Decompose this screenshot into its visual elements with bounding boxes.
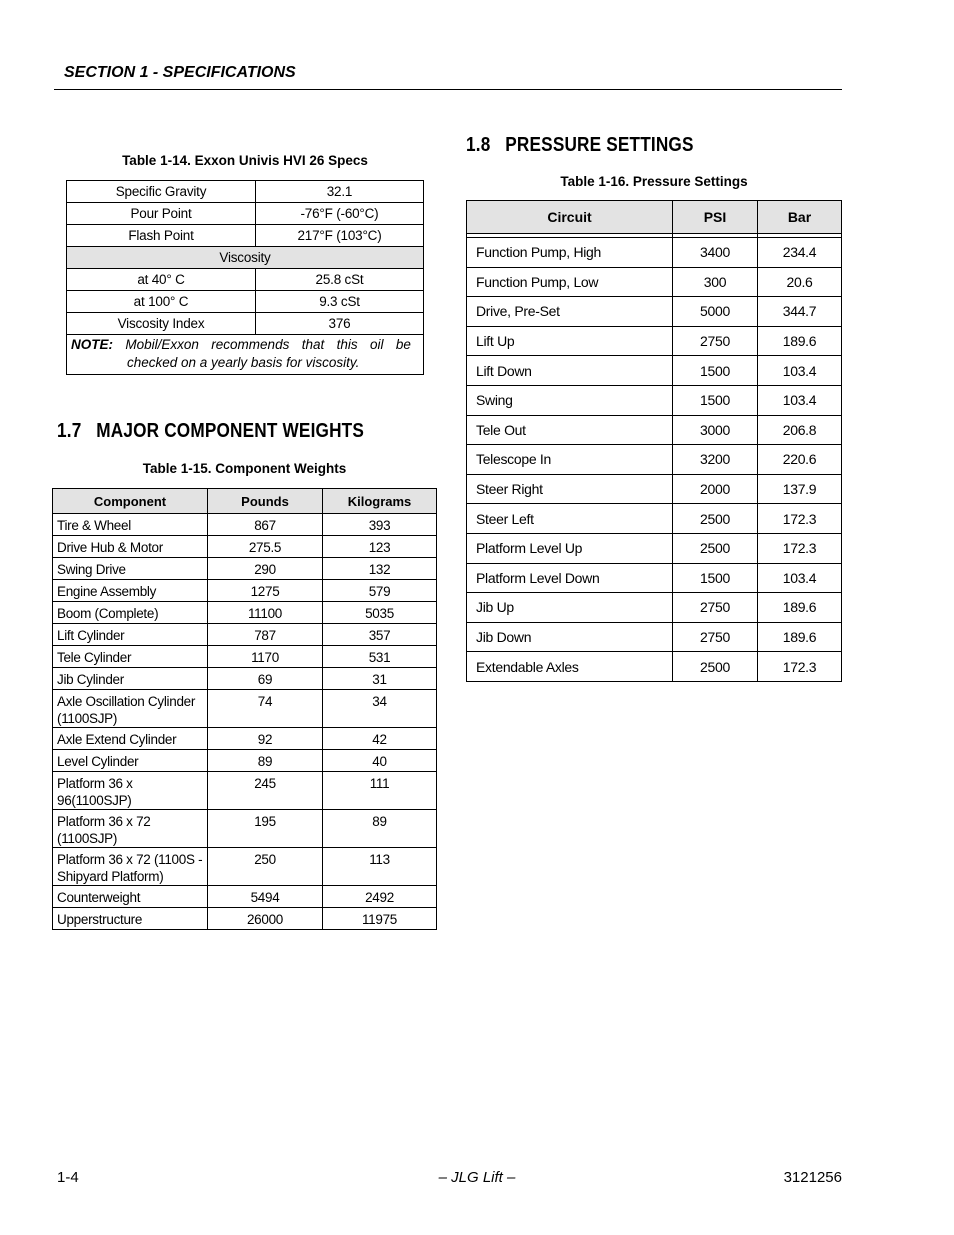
section-title: MAJOR COMPONENT WEIGHTS <box>96 420 364 442</box>
table-row <box>53 848 437 886</box>
weight-kilograms: 11975 <box>323 908 437 930</box>
note-cell <box>67 335 424 375</box>
spec-label: Pour Point <box>67 203 256 225</box>
note-line <box>71 336 411 354</box>
table-row <box>53 646 437 668</box>
weight-pounds: 275.5 <box>208 536 323 558</box>
spec-label: at 100° C <box>67 291 256 313</box>
table-14-caption: Table 1-14. Exxon Univis HVI 26 Specs <box>122 153 368 168</box>
section-heading-pressure <box>466 134 694 157</box>
weight-pounds: 5494 <box>208 886 323 908</box>
column-header: Component <box>53 489 208 514</box>
note-word: recommends <box>211 337 290 352</box>
component-name: Drive Hub & Motor <box>53 536 208 558</box>
spec-value: 376 <box>256 313 424 335</box>
table-row <box>467 474 842 504</box>
spec-value: 25.8 cSt <box>256 269 424 291</box>
pressure-bar: 172.3 <box>758 652 842 682</box>
weight-kilograms: 111 <box>323 772 437 810</box>
table-row <box>53 728 437 750</box>
table-row <box>67 203 424 225</box>
component-name: Platform 36 x 96(1100SJP) <box>53 772 208 810</box>
table-row <box>67 313 424 335</box>
weight-pounds: 867 <box>208 514 323 536</box>
component-name: Swing Drive <box>53 558 208 580</box>
pressure-psi: 2000 <box>673 474 758 504</box>
component-name: Axle Oscillation Cylinder (1100SJP) <box>53 690 208 728</box>
component-name: Platform 36 x 72 (1100S - Shipyard Platform) <box>53 848 208 886</box>
circuit-name: Platform Level Down <box>467 563 673 593</box>
table-row <box>467 504 842 534</box>
column-header: Circuit <box>467 201 673 234</box>
table-row <box>467 415 842 445</box>
spec-value: 9.3 cSt <box>256 291 424 313</box>
note-line: checked on a yearly basis for viscosity. <box>127 355 360 370</box>
pressure-bar: 20.6 <box>758 267 842 297</box>
footer-title: – JLG Lift – <box>438 1169 516 1186</box>
table-row <box>467 652 842 682</box>
spec-label: at 40° C <box>67 269 256 291</box>
spec-label: Specific Gravity <box>67 181 256 203</box>
spec-value: 32.1 <box>256 181 424 203</box>
circuit-name: Extendable Axles <box>467 652 673 682</box>
table-row <box>53 580 437 602</box>
component-name: Axle Extend Cylinder <box>53 728 208 750</box>
pressure-bar: 220.6 <box>758 445 842 475</box>
section-heading-weights <box>57 420 364 443</box>
circuit-name: Platform Level Up <box>467 533 673 563</box>
pressure-bar: 103.4 <box>758 385 842 415</box>
table-header-row <box>467 201 842 234</box>
table-row <box>53 668 437 690</box>
section-title: PRESSURE SETTINGS <box>505 134 694 156</box>
weight-pounds: 69 <box>208 668 323 690</box>
pressure-psi: 2750 <box>673 622 758 652</box>
pressure-psi: 1500 <box>673 356 758 386</box>
weight-pounds: 26000 <box>208 908 323 930</box>
weight-kilograms: 357 <box>323 624 437 646</box>
component-name: Jib Cylinder <box>53 668 208 690</box>
pressure-psi: 300 <box>673 267 758 297</box>
section-number: 1.8 <box>466 134 491 156</box>
pressure-bar: 172.3 <box>758 504 842 534</box>
table-15-caption: Table 1-15. Component Weights <box>142 461 347 476</box>
pressure-settings-table <box>466 200 842 682</box>
component-name: Counterweight <box>53 886 208 908</box>
component-name: Lift Cylinder <box>53 624 208 646</box>
component-name: Tele Cylinder <box>53 646 208 668</box>
table-row <box>67 247 424 269</box>
weight-kilograms: 579 <box>323 580 437 602</box>
weight-pounds: 290 <box>208 558 323 580</box>
document-number: 3121256 <box>783 1169 842 1186</box>
component-name: Engine Assembly <box>53 580 208 602</box>
circuit-name: Telescope In <box>467 445 673 475</box>
pressure-psi: 3200 <box>673 445 758 475</box>
weight-kilograms: 42 <box>323 728 437 750</box>
note-word: that <box>301 337 325 352</box>
column-header: PSI <box>673 201 758 234</box>
pressure-bar: 189.6 <box>758 622 842 652</box>
circuit-name: Jib Up <box>467 593 673 623</box>
pressure-psi: 2500 <box>673 652 758 682</box>
weight-pounds: 89 <box>208 750 323 772</box>
pressure-psi: 1500 <box>673 563 758 593</box>
circuit-name: Lift Down <box>467 356 673 386</box>
pressure-psi: 3400 <box>673 238 758 268</box>
component-name: Tire & Wheel <box>53 514 208 536</box>
weight-pounds: 92 <box>208 728 323 750</box>
table-row <box>67 291 424 313</box>
table-row <box>467 297 842 327</box>
table-row <box>467 533 842 563</box>
weight-pounds: 245 <box>208 772 323 810</box>
table-row <box>53 772 437 810</box>
component-weights-table <box>52 488 437 930</box>
column-header: Pounds <box>208 489 323 514</box>
pressure-bar: 189.6 <box>758 326 842 356</box>
circuit-name: Drive, Pre-Set <box>467 297 673 327</box>
weight-pounds: 1170 <box>208 646 323 668</box>
pressure-psi: 2750 <box>673 593 758 623</box>
circuit-name: Function Pump, High <box>467 238 673 268</box>
weight-kilograms: 31 <box>323 668 437 690</box>
circuit-name: Steer Left <box>467 504 673 534</box>
pressure-bar: 103.4 <box>758 563 842 593</box>
note-label: NOTE: <box>71 337 113 352</box>
circuit-name: Steer Right <box>467 474 673 504</box>
weight-kilograms: 123 <box>323 536 437 558</box>
table-row <box>53 886 437 908</box>
oil-specs-table <box>66 180 424 375</box>
header-rule <box>54 89 842 90</box>
table-row <box>53 624 437 646</box>
pressure-bar: 344.7 <box>758 297 842 327</box>
circuit-name: Tele Out <box>467 415 673 445</box>
pressure-bar: 189.6 <box>758 593 842 623</box>
table-row <box>467 593 842 623</box>
pressure-bar: 234.4 <box>758 238 842 268</box>
weight-kilograms: 40 <box>323 750 437 772</box>
table-row <box>67 225 424 247</box>
circuit-name: Jib Down <box>467 622 673 652</box>
spec-value: -76°F (-60°C) <box>256 203 424 225</box>
viscosity-header: Viscosity <box>67 247 424 269</box>
weight-kilograms: 393 <box>323 514 437 536</box>
weight-pounds: 1275 <box>208 580 323 602</box>
weight-kilograms: 34 <box>323 690 437 728</box>
spec-label: Viscosity Index <box>67 313 256 335</box>
weight-kilograms: 2492 <box>323 886 437 908</box>
pressure-psi: 3000 <box>673 415 758 445</box>
table-row <box>53 750 437 772</box>
table-row <box>467 238 842 268</box>
weight-pounds: 195 <box>208 810 323 848</box>
circuit-name: Swing <box>467 385 673 415</box>
table-row <box>53 558 437 580</box>
table-row <box>467 356 842 386</box>
pressure-psi: 5000 <box>673 297 758 327</box>
pressure-bar: 206.8 <box>758 415 842 445</box>
weight-pounds: 787 <box>208 624 323 646</box>
pressure-psi: 2500 <box>673 504 758 534</box>
weight-pounds: 250 <box>208 848 323 886</box>
table-row <box>467 267 842 297</box>
circuit-name: Lift Up <box>467 326 673 356</box>
pressure-psi: 2500 <box>673 533 758 563</box>
circuit-name: Function Pump, Low <box>467 267 673 297</box>
page-number: 1-4 <box>57 1169 79 1186</box>
table-row <box>467 326 842 356</box>
table-row <box>67 269 424 291</box>
pressure-bar: 103.4 <box>758 356 842 386</box>
weight-kilograms: 89 <box>323 810 437 848</box>
section-number: 1.7 <box>57 420 82 442</box>
table-row <box>67 335 424 375</box>
note-word: this <box>336 337 358 352</box>
weight-kilograms: 5035 <box>323 602 437 624</box>
component-name: Boom (Complete) <box>53 602 208 624</box>
pressure-psi: 1500 <box>673 385 758 415</box>
table-row <box>53 514 437 536</box>
table-row <box>67 181 424 203</box>
table-row <box>53 810 437 848</box>
component-name: Platform 36 x 72 (1100SJP) <box>53 810 208 848</box>
weight-kilograms: 132 <box>323 558 437 580</box>
spec-label: Flash Point <box>67 225 256 247</box>
weight-pounds: 74 <box>208 690 323 728</box>
weight-pounds: 11100 <box>208 602 323 624</box>
table-row <box>467 445 842 475</box>
table-header-row <box>53 489 437 514</box>
table-row <box>53 536 437 558</box>
column-header: Bar <box>758 201 842 234</box>
table-16-caption: Table 1-16. Pressure Settings <box>560 174 748 189</box>
component-name: Level Cylinder <box>53 750 208 772</box>
weight-kilograms: 113 <box>323 848 437 886</box>
table-row <box>467 622 842 652</box>
pressure-psi: 2750 <box>673 326 758 356</box>
table-row <box>53 690 437 728</box>
table-row <box>53 908 437 930</box>
component-name: Upperstructure <box>53 908 208 930</box>
pressure-bar: 137.9 <box>758 474 842 504</box>
table-row <box>467 385 842 415</box>
table-row <box>467 563 842 593</box>
weight-kilograms: 531 <box>323 646 437 668</box>
column-header: Kilograms <box>323 489 437 514</box>
note-word: be <box>395 337 411 352</box>
note-word: oil <box>370 337 384 352</box>
section-header: SECTION 1 - SPECIFICATIONS <box>64 64 296 81</box>
pressure-bar: 172.3 <box>758 533 842 563</box>
table-row <box>53 602 437 624</box>
spec-value: 217°F (103°C) <box>256 225 424 247</box>
note-word: Mobil/Exxon <box>125 337 199 352</box>
